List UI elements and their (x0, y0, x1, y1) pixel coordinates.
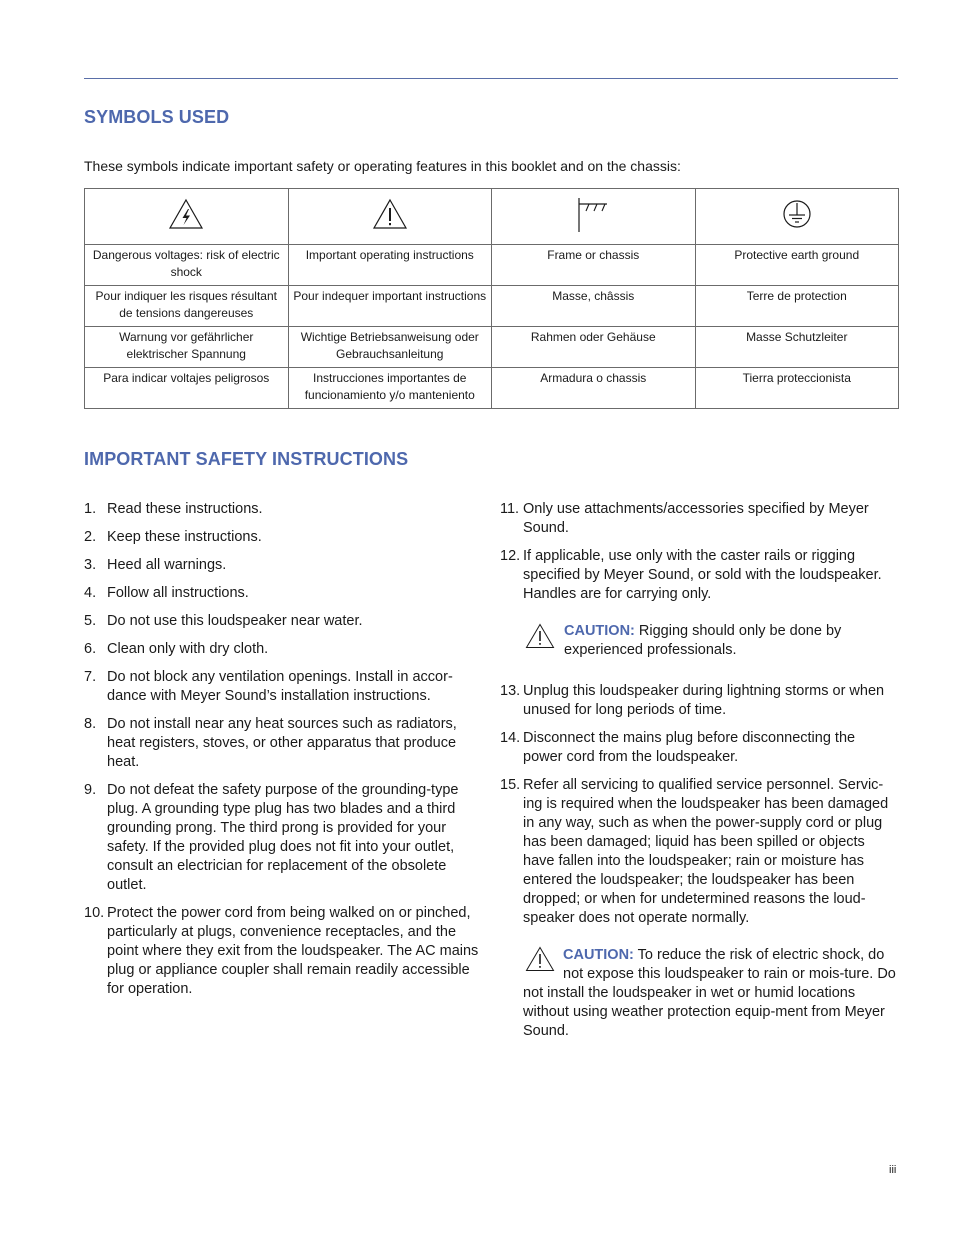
caution-triangle-icon (525, 946, 555, 972)
table-cell: Dangerous voltages: risk of electric shock (85, 245, 289, 286)
table-cell: Wichtige Betriebsanweisung oder Gebrauchsanleitung (288, 327, 492, 368)
caution-label: CAUTION: (563, 947, 634, 963)
symbols-row-spanish (85, 368, 899, 409)
symbols-heading: SYMBOLS USED (84, 107, 230, 127)
table-cell: Tierra proteccionista (695, 368, 899, 409)
lightning-triangle-icon (168, 198, 204, 230)
instructions-left-column (84, 500, 482, 1008)
table-cell: Rahmen oder Gehäuse (492, 327, 696, 368)
table-cell: Pour indiquer les risques résultant de tensions dangereuses (85, 286, 289, 327)
list-item: 13. Unplug this loudspeaker during lightning storms or when unused for long periods of time. (500, 683, 885, 718)
symbol-cell-instructions (288, 189, 492, 245)
symbols-intro: These symbols indicate important safety or operating features in this booklet and on the chassis: (84, 158, 681, 174)
caution-rigging (523, 622, 898, 660)
list-item: 11. Only use attachments/accessories specified by Meyer Sound. (500, 501, 869, 536)
list-item: 15. Refer all servicing to qualified service personnel. Servic-ing is required when the loudspeaker has been damaged in any way, such as when the power-supply cord or plug has been damaged; liquid has been spilled or objects have fallen into the loudspeaker; rain or moisture has entered the loudspeaker; the loudspeaker has been dropped; or when for undetermined reasons the loud-speaker does not operate normally. (500, 777, 889, 926)
caution-text: To reduce the risk of electric shock, do not expose this loudspeaker to rain or mois-ture. Do not install the loudspeaker in wet or humid locations without using weather protection equip-ment from Meyer Sound. (523, 947, 896, 1039)
symbols-row-english (85, 245, 899, 286)
caution-electric-shock (523, 946, 898, 1041)
list-item: 6. Clean only with dry cloth. (84, 641, 269, 657)
list-item: 10. Protect the power cord from being walked on or pinched, particularly at plugs, convenience receptacles, and the point where they exit from the loudspeaker. The AC mains plug or appliance coupler shall remain readily accessible for operation. (84, 905, 479, 997)
table-cell: Protective earth ground (695, 245, 899, 286)
table-cell: Warnung vor gefährlicher elektrischer Spannung (85, 327, 289, 368)
symbol-cell-earth (695, 189, 899, 245)
table-cell: Terre de protection (695, 286, 899, 327)
safety-heading: IMPORTANT SAFETY INSTRUCTIONS (84, 449, 409, 469)
table-cell: Armadura o chassis (492, 368, 696, 409)
list-item: 8. Do not install near any heat sources such as radiators, heat registers, stoves, or other apparatus that produce heat. (84, 716, 457, 770)
list-item: 2. Keep these instructions. (84, 529, 262, 545)
table-cell: Masse, châssis (492, 286, 696, 327)
list-item: 3. Heed all warnings. (84, 557, 227, 573)
symbols-row-french (85, 286, 899, 327)
table-cell: Important operating instructions (288, 245, 492, 286)
caution-text: Rigging should only be done by experienced professionals. (564, 623, 842, 658)
list-item: 9. Do not defeat the safety purpose of the grounding-type plug. A grounding type plug has two blades and a third grounding prong. The third prong is provided for your safety. If the provided plug does not fit into your outlet, consult an electrician for replacement of the obsolete outlet. (84, 782, 459, 893)
chassis-ground-icon (573, 194, 613, 234)
symbols-table (84, 188, 899, 409)
table-cell: Para indicar voltajes peligrosos (85, 368, 289, 409)
list-item: 14. Disconnect the mains plug before disconnecting the power cord from the loudspeaker. (500, 730, 856, 765)
table-cell: Pour indequer important instructions (288, 286, 492, 327)
table-cell: Instrucciones importantes de funcionamiento y/o manteniento (288, 368, 492, 409)
symbols-row-german (85, 327, 899, 368)
list-item: 1. Read these instructions. (84, 501, 263, 517)
warning-triangle-icon (372, 198, 408, 230)
protective-earth-icon (781, 198, 813, 230)
table-cell: Masse Schutzleiter (695, 327, 899, 368)
caution-label: CAUTION: (564, 623, 635, 639)
instructions-right-column (500, 500, 898, 1063)
symbol-cell-voltage (85, 189, 289, 245)
page-number: iii (889, 1164, 897, 1176)
table-cell: Frame or chassis (492, 245, 696, 286)
list-item: 7. Do not block any ventilation openings. Install in accor-dance with Meyer Sound’s installation instructions. (84, 669, 453, 704)
list-item: 5. Do not use this loudspeaker near water. (84, 613, 363, 629)
list-item: 12. If applicable, use only with the caster rails or rigging specified by Meyer Sound, or sold with the loudspeaker. Handles are for carrying only. (500, 548, 882, 602)
list-item: 4. Follow all instructions. (84, 585, 249, 601)
symbol-cell-chassis (492, 189, 696, 245)
header-rule (84, 78, 898, 79)
caution-triangle-icon (525, 623, 555, 649)
